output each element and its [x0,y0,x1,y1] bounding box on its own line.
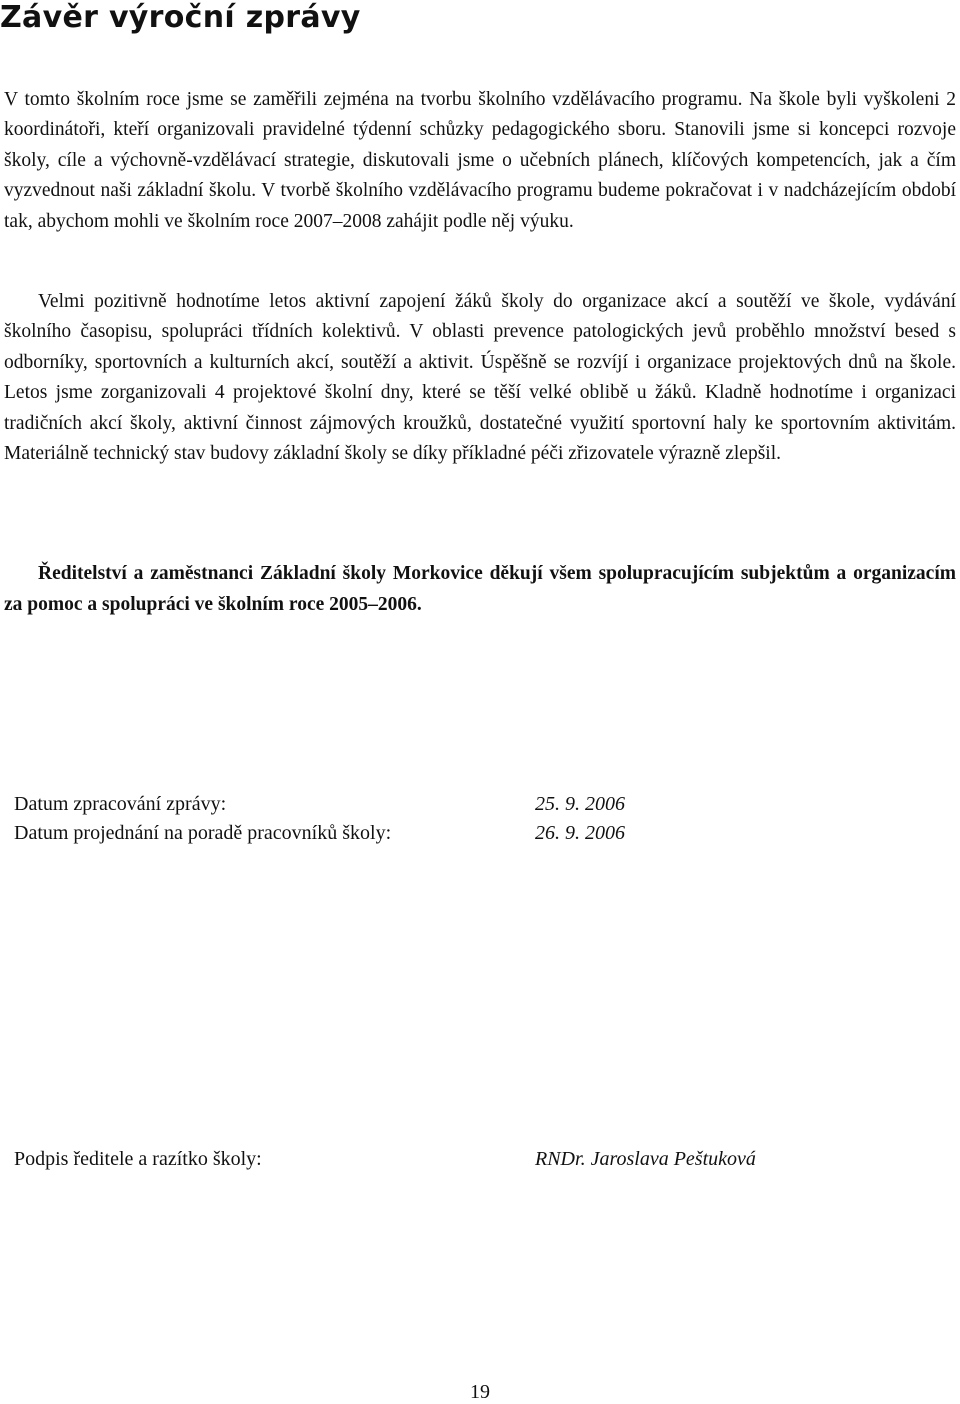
prepared-date-label: Datum zpracování zprávy: [14,793,227,815]
paragraph-education-program: V tomto školním roce jsme se zaměřili zejména na tvorbu školního vzdělávacího programu. Na škole byli vyškoleni 2 koordinátoři, kteří organizovali pravidelné týdenní schůzky pedagogického sboru. Stanovili jsme si koncepci rozvoje školy, cíle a výchovně-vzdělávací strategie, diskutovali jsme o učebních plánech, klíčových kompetencích, jak a čím vyzvednout naši základní školu. V tvorbě školního vzdělávacího programu budeme pokračovat i v nadcházejícím období tak, abychom mohli ve školním roce 2007–2008 zahájit podle něj výuku. [4,89,956,232]
prepared-date-row [14,789,714,819]
signature-label: Podpis ředitele a razítko školy: [14,1148,262,1170]
page-number: 19 [470,1381,490,1403]
paragraph-student-activities: Velmi pozitivně hodnotíme letos aktivní zapojení žáků školy do organizace akcí a soutěží ve škole, vydávání školního časopisu, spolupráci třídních kolektivů. V oblasti prevence patologických jevů proběhlo množství besed s odborníky, sportovních a kulturních akcí, soutěží a aktivit. Úspěšně se rozvíjí i organizace projektových dnů na škole. Letos jsme zorganizovali 4 projektové školní dny, které se těší velké oblibě u žáků. Kladně hodnotíme i organizaci tradičních akcí školy, aktivní činnost zájmových kroužků, dostatečné využití sportovní haly ke sportovním aktivitám. Materiálně technický stav budovy základní školy se díky příkladné péči zřizovatele výrazně zlepšil. [4,291,956,465]
discussed-date-value: 26. 9. 2006 [535,822,625,844]
signature-name: RNDr. Jaroslava Peštuková [535,1148,756,1170]
discussed-date-row [14,818,714,848]
paragraph-acknowledgement: Ředitelství a zaměstnanci Základní školy Morkovice děkují všem spolupracujícím subjektům a organizacím za pomoc a spolupráci ve školním roce 2005–2006. [4,563,956,615]
discussed-date-label: Datum projednání na poradě pracovníků školy: [14,822,392,844]
prepared-date-value: 25. 9. 2006 [535,793,625,815]
report-conclusion-heading: Závěr výroční zprávy [0,0,361,35]
signature-row [14,1144,756,1174]
